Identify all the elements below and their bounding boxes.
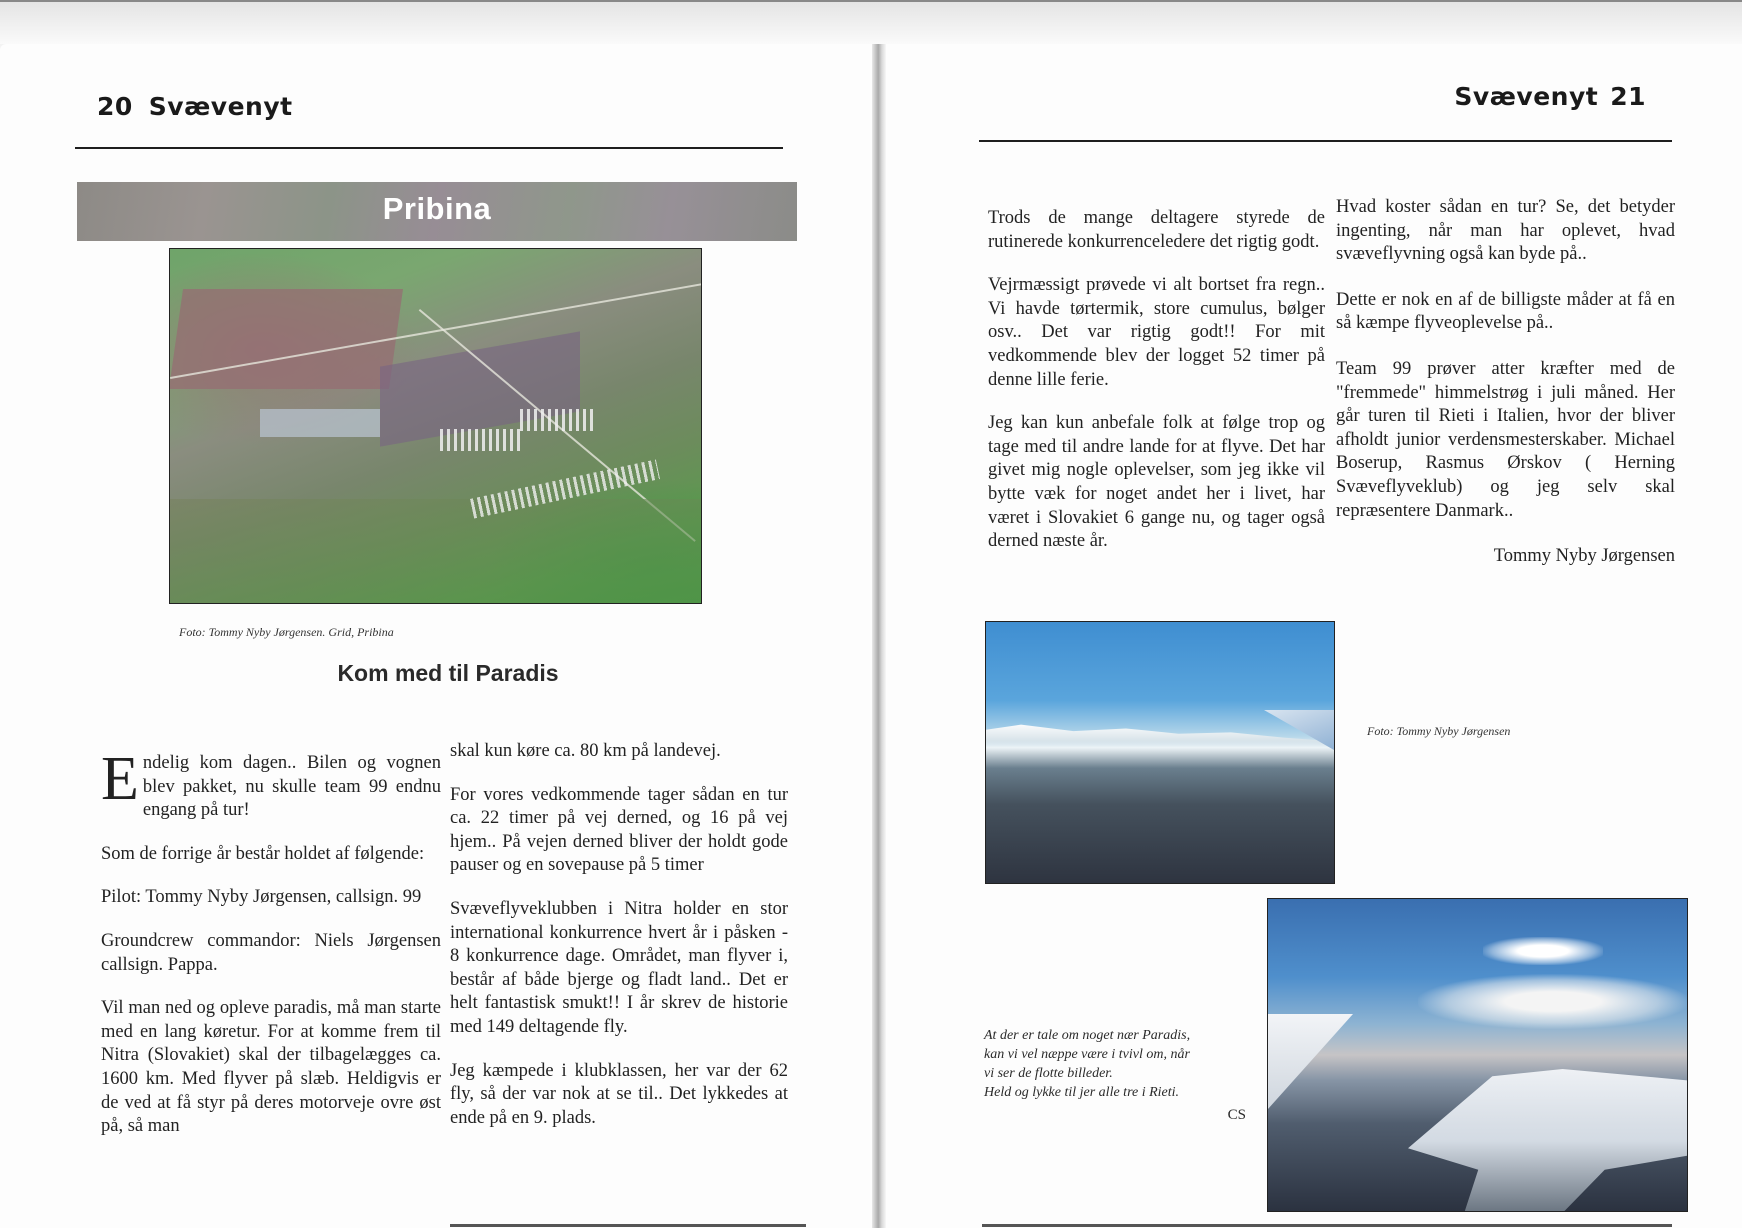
snowy-mountain: [1408, 1069, 1688, 1212]
page-number: 20: [97, 92, 133, 121]
note-line: vi ser de flotte billeder.: [984, 1066, 1113, 1081]
town-area: [169, 289, 403, 389]
running-head-left: [97, 92, 293, 121]
publication-name: Svævenyt: [148, 92, 293, 121]
glider-grid: [520, 409, 595, 431]
scanner-background: [0, 0, 1742, 44]
paragraph: skal kun køre ca. 80 km på landevej.: [450, 741, 721, 761]
editor-note: [984, 1026, 1246, 1125]
photo-caption: Foto: Tommy Nyby Jørgensen: [1367, 724, 1511, 738]
snowy-ridge: [986, 722, 1335, 748]
section-title: Pribina: [382, 190, 492, 226]
book-gutter: [872, 44, 886, 1228]
paragraph: For vores vedkommende tager sådan en tur ca. 22 timer på vej derned, og 16 på vej hjem.. På vejen derned bliver der holdt gode pauser og en sovepause på 5 timer: [450, 784, 788, 876]
paragraph: Jeg kæmpede i klubklassen, her var der 62 fly, så der var nok at se til.. Det lykkedes at ende på en 9. plads.: [450, 1060, 788, 1128]
page-number: 21: [1610, 82, 1646, 111]
running-head-right: [1454, 82, 1646, 111]
publication-name: Svævenyt: [1454, 82, 1599, 111]
note-line: Held og lykke til jer alle tre i Rieti.: [984, 1085, 1180, 1100]
glider-wing: [1268, 1014, 1353, 1109]
article-column-3: [988, 207, 1325, 574]
article-column-1: [101, 745, 441, 1159]
editor-signature: CS: [1227, 1107, 1246, 1123]
paragraph: Som de forrige år består holdet af følgende:: [101, 843, 425, 864]
paragraph: Team 99 prøver atter kræfter med de "fremmede" himmelstrøg i juli måned. Her går turen til Rieti i Italien, hvor der bliver afholdt junior verdensmesterskaber. Michael Boserup, Rasmus Ørskov ( Herning Svæveflyveklub) og jeg selv skal repræsentere Danmark..: [1336, 358, 1675, 521]
footer-rule: [982, 1224, 1672, 1227]
paragraph: Dette er nok en af de billigste måder at få en så kæmpe flyveoplevelse på..: [1336, 289, 1675, 334]
glider-grid: [440, 429, 520, 451]
article-column-2: [450, 740, 788, 1150]
author-signature: Tommy Nyby Jørgensen: [1493, 546, 1675, 567]
paragraph: Pilot: Tommy Nyby Jørgensen, callsign. 99: [101, 887, 422, 908]
header-rule: [979, 140, 1672, 142]
paragraph: Svæveflyveklubben i Nitra holder en stor international konkurrence hvert år i påsken - 8 konkurrence dage. Området, man flyver i, består af både bjerge og fladt land.. Det er helt fantastisk smukt!! I år skrev de historie med 149 deltagende fly.: [450, 898, 788, 1037]
paragraph: Groundcrew commandor: Niels Jørgensen callsign. Pappa.: [101, 930, 441, 975]
paragraph: Hvad koster sådan en tur? Se, det betyder ingenting, når man har oplevet, hvad svæveflyvning også kan byde på..: [1336, 197, 1675, 265]
paragraph: Trods de mange deltagere styrede de rutinerede konkurrenceledere det rigtig godt.: [988, 208, 1325, 252]
hangar: [260, 409, 380, 437]
cloud: [1483, 937, 1603, 965]
grass-airfield: [170, 499, 702, 604]
article-headline: Kom med til Paradis: [337, 660, 559, 686]
photo-caption: Foto: Tommy Nyby Jørgensen. Grid, Pribina: [179, 625, 394, 639]
mountain-photo-1: [985, 621, 1335, 884]
airfield-photo: [169, 248, 702, 604]
note-line: At der er tale om noget nær Paradis,: [984, 1028, 1191, 1043]
dropcap: E: [101, 745, 139, 813]
cloud: [1418, 974, 1688, 1029]
paragraph: Vil man ned og opleve paradis, må man starte med en lang køretur. For at komme frem til Nitra (Slovakiet) skal der tilbagelægges ca. 1600 km. Med flyver på slæb. Heldigvis er de ved at få styr på deres motorveje ovre øst på, så man: [101, 998, 441, 1137]
paragraph: Vejrmæssigt prøvede vi alt bortset fra regn.. Vi havde tørtermik, store cumulus, bølger osv.. Det var rigtig godt!! For mit vedkommende blev der logget 52 timer på denne lille ferie.: [988, 275, 1325, 390]
section-banner: [77, 182, 797, 241]
mountain-photo-2: [1267, 898, 1688, 1212]
note-line: kan vi vel næppe være i tvivl om, når: [984, 1047, 1190, 1062]
article-column-4: [1336, 196, 1675, 591]
header-rule: [75, 147, 783, 149]
footer-rule: [450, 1224, 806, 1227]
paragraph: Endelig kom dagen.. Bilen og vognen blev pakket, nu skulle team 99 endnu engang på tur!: [101, 745, 441, 821]
paragraph: Jeg kan kun anbefale folk at følge trop og tage med til andre lande for at flyve. Det har givet mig nogle oplevelser, som jeg ikke vil bytte væk for noget andet her i livet, har været i Slovakiet 6 gange nu, og tager også derned næste år.: [988, 413, 1325, 552]
